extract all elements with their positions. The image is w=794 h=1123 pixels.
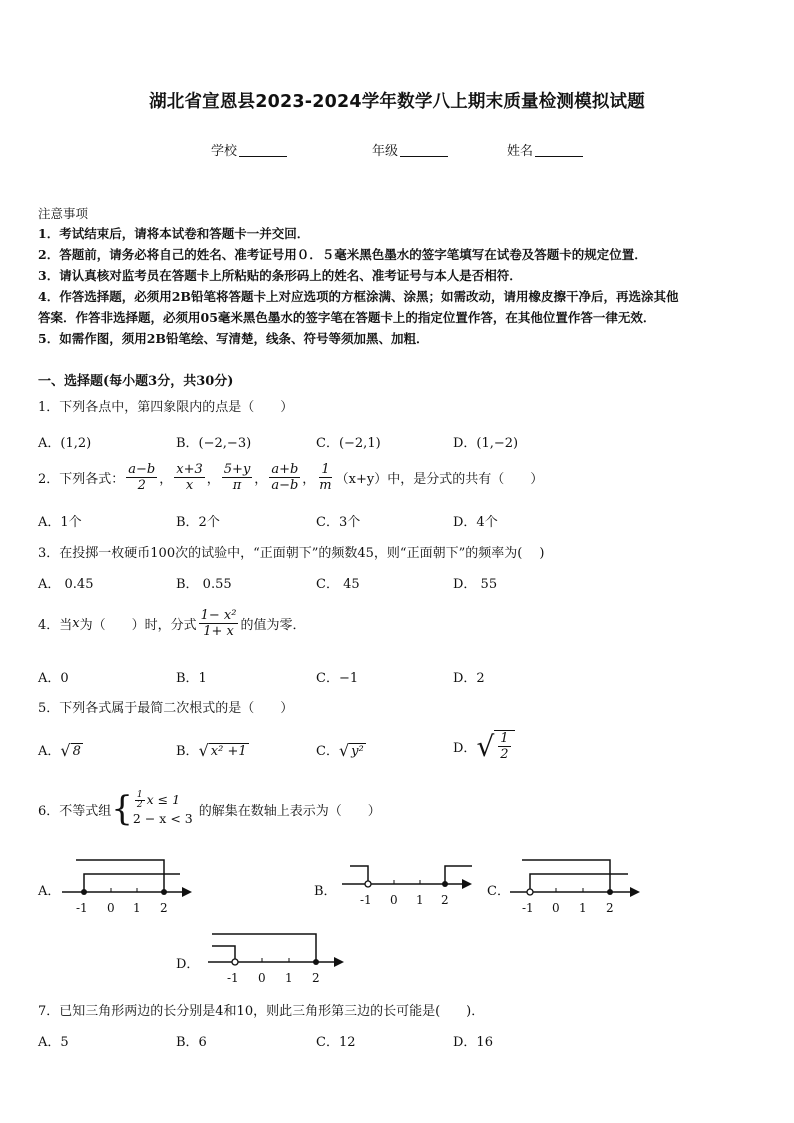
denominator: 2	[137, 478, 146, 493]
variable: x	[72, 616, 80, 631]
closed-point	[442, 881, 448, 887]
q7-option-c: C．12	[316, 1035, 356, 1050]
q5-option-a	[38, 740, 83, 759]
grade-field	[372, 140, 448, 159]
option-label: D．	[453, 740, 477, 756]
q2-option-c: C．3个	[316, 515, 361, 530]
section-heading: 一、选择题(每小题3分，共30分)	[38, 374, 234, 389]
school-field	[211, 140, 287, 159]
closed-point	[607, 889, 613, 895]
radicand: x² +1	[210, 744, 247, 759]
sqrt-expression: √ y²	[338, 741, 364, 760]
name-blank	[535, 143, 583, 157]
option-label: A．	[38, 744, 61, 759]
question-2-stem: 2．下列各式： $\frac{a-b}{2}$ ， $\frac{x+3}{x}$ ， $\frac{5+y}{\pi}$ ， $\frac{a+b}{a-b}$ ， $\frac{1}{m}$ （x+y）中，是分式的共有（ ）	[38, 462, 544, 493]
q6-option-c-label: C．	[487, 884, 510, 899]
sqrt-expression: √ x² +1	[198, 741, 247, 760]
question-1-stem: 1．下列各点中，第四象限内的点是（ ）	[38, 400, 294, 415]
denominator: x	[185, 478, 194, 493]
solution-bracket	[350, 866, 368, 884]
q6-option-c-numberline	[508, 852, 648, 918]
q5-option-d	[453, 730, 515, 762]
q3-option-a: A． 0.45	[38, 577, 94, 592]
q1-option-d: D．(1,−2)	[453, 436, 519, 451]
q2-option-b: B．2个	[176, 515, 220, 530]
tick-label: 0	[390, 893, 398, 907]
numerator: 5+y	[223, 462, 251, 477]
closed-point	[313, 959, 319, 965]
q7-option-d: D．16	[453, 1035, 493, 1050]
tick-label: 2	[312, 971, 320, 985]
numerator: 1	[321, 462, 330, 477]
fraction	[199, 608, 239, 639]
tick-label: -1	[360, 893, 372, 907]
note-item: 3．请认真核对监考员在答题卡上所粘贴的条形码上的姓名、准考证号与本人是否相符．	[38, 268, 522, 283]
q5-option-b	[176, 740, 249, 759]
q7-option-b: B．6	[176, 1035, 207, 1050]
q4-text: 的值为零．	[240, 618, 306, 633]
q5-option-c	[316, 740, 366, 759]
numerator: a−b	[128, 462, 156, 477]
school-blank	[239, 143, 287, 157]
fraction	[269, 462, 300, 493]
numerator: 1	[136, 789, 143, 800]
q2-option-d: D．4个	[453, 515, 498, 530]
q2-option-a: A．1个	[38, 515, 82, 530]
q7-option-a: A．5	[38, 1035, 69, 1050]
q4-option-a: A．0	[38, 671, 69, 686]
tick-label: 1	[285, 971, 293, 985]
inequality-text: x ≤ 1	[146, 791, 181, 807]
arrow-icon	[182, 887, 192, 897]
closed-point	[161, 889, 167, 895]
fraction	[317, 462, 333, 493]
numerator: a+b	[271, 462, 299, 477]
note-item: 1．考试结束后，请将本试卷和答题卡一并交回．	[38, 226, 310, 241]
tick-label: 2	[606, 901, 614, 915]
option-label: B．	[176, 744, 199, 759]
arrow-icon	[334, 957, 344, 967]
tick-label: 1	[416, 893, 424, 907]
question-3-stem: 3．在投掷一枚硬币100次的试验中，“正面朝下”的频数45，则“正面朝下”的频率为( )	[38, 546, 545, 561]
q6-option-b-numberline	[340, 860, 480, 916]
q3-option-d: D． 55	[453, 577, 498, 592]
q4-option-d: D．2	[453, 671, 485, 686]
question-6-stem	[38, 790, 381, 828]
denominator: a−b	[271, 478, 299, 493]
fraction	[135, 791, 145, 810]
radicand: y²	[351, 744, 364, 759]
denominator: π	[232, 478, 242, 493]
page-title: 湖北省宣恩县2023-2024学年数学八上期末质量检测模拟试题	[149, 92, 645, 112]
grade-blank	[400, 143, 448, 157]
q2-prefix: 2．下列各式：	[38, 472, 125, 487]
q6-option-a-numberline	[60, 852, 200, 918]
solution-bracket	[212, 934, 316, 962]
solution-bracket	[445, 866, 472, 884]
q6-option-d-numberline	[206, 926, 356, 988]
q2-suffix: （x+y）中，是分式的共有（ ）	[335, 472, 544, 487]
inequality-system	[111, 790, 192, 828]
open-point	[527, 889, 533, 895]
grade-label: 年级	[372, 144, 399, 159]
inequality-row-2: 2 − x < 3	[132, 810, 193, 826]
q6-text: 6．不等式组	[38, 803, 112, 819]
tick-label: -1	[227, 971, 239, 985]
fraction	[222, 462, 253, 493]
solution-bracket	[530, 874, 628, 892]
open-point	[365, 881, 371, 887]
denominator: 1+ x	[203, 624, 234, 639]
q1-option-b: B．(−2,−3)	[176, 436, 252, 451]
q3-option-c: C． 45	[316, 577, 360, 592]
q3-option-b: B． 0.55	[176, 577, 232, 592]
sqrt-expression: √ $\frac{1}{2}$	[476, 730, 514, 762]
brace-icon: {	[111, 789, 133, 829]
solution-bracket	[212, 946, 235, 962]
q1-option-a: A．(1,2)	[38, 436, 92, 451]
q4-option-c: C．−1	[316, 671, 359, 686]
q4-option-b: B．1	[176, 671, 207, 686]
fraction	[126, 462, 157, 493]
tick-label: 1	[133, 901, 141, 915]
numerator: 1	[500, 731, 509, 746]
q6-option-d-label: D．	[176, 957, 200, 972]
q4-text: 4．当	[38, 618, 73, 633]
denominator: m	[319, 478, 332, 493]
tick-label: 2	[441, 893, 449, 907]
name-field	[507, 140, 583, 159]
note-item: 4．作答选择题，必须用2B铅笔将答题卡上对应选项的方框涂满、涂黑；如需改动，请用橡皮擦干净后，再选涂其他	[38, 289, 679, 304]
q1-option-c: C．(−2,1)	[316, 436, 381, 451]
note-item: 2．答题前，请务必将自己的姓名、准考证号用０．５毫米黑色墨水的签字笔填写在试卷及答题卡的规定位置．	[38, 247, 647, 262]
solution-bracket	[76, 860, 164, 892]
open-point	[232, 959, 238, 965]
arrow-icon	[462, 879, 472, 889]
fraction	[174, 462, 205, 493]
tick-label: 0	[107, 901, 115, 915]
note-item: 答案．作答非选择题，必须用05毫米黑色墨水的签字笔在答题卡上的指定位置作答，在其他位置作答一律无效．	[38, 310, 656, 325]
q6-option-b-label: B．	[314, 884, 337, 899]
tick-label: -1	[76, 901, 88, 915]
denominator: 2	[136, 799, 143, 810]
option-label: C．	[316, 744, 339, 759]
numerator: x+3	[176, 462, 203, 477]
q4-text: 为（ ）时，分式	[79, 618, 197, 633]
note-item: 5．如需作图，须用2B铅笔绘、写清楚，线条、符号等须加黑、加粗．	[38, 331, 429, 346]
numerator: 1− x²	[200, 608, 237, 623]
tick-label: 0	[552, 901, 560, 915]
arrow-icon	[630, 887, 640, 897]
q6-option-a-label: A．	[38, 884, 61, 899]
tick-label: 0	[258, 971, 266, 985]
notes-heading: 注意事项	[38, 206, 89, 221]
fraction	[498, 731, 510, 762]
tick-label: -1	[522, 901, 534, 915]
sqrt-expression: √ 8	[60, 741, 81, 760]
inequality-row-1	[133, 791, 193, 810]
denominator: 2	[500, 747, 509, 762]
radicand: 8	[72, 744, 81, 759]
school-label: 学校	[211, 144, 238, 159]
solution-bracket	[84, 874, 180, 892]
solution-bracket	[522, 860, 610, 892]
name-label: 姓名	[507, 144, 534, 159]
q6-text: 的解集在数轴上表示为（ ）	[198, 803, 381, 819]
closed-point	[81, 889, 87, 895]
question-5-stem: 5．下列各式属于最简二次根式的是（ ）	[38, 701, 294, 716]
tick-label: 2	[160, 901, 168, 915]
question-7-stem: 7．已知三角形两边的长分别是4和10，则此三角形第三边的长可能是( )．	[38, 1004, 485, 1019]
question-4-stem	[38, 608, 306, 639]
tick-label: 1	[579, 901, 587, 915]
